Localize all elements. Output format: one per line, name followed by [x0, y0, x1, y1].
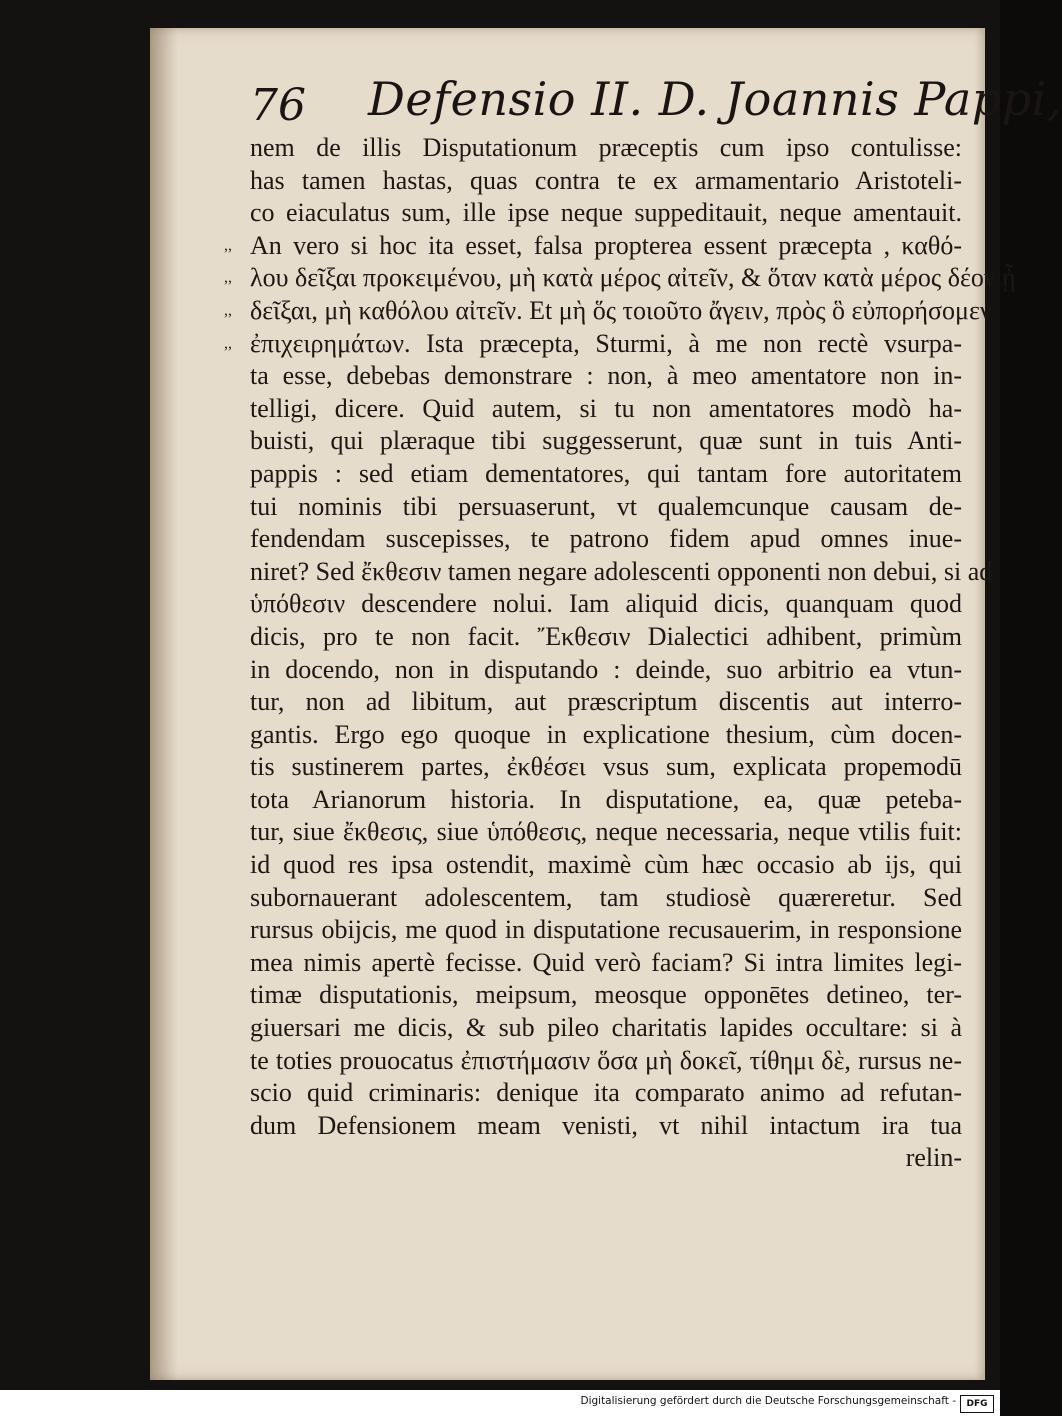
line-text: nem de illis Disputationum præceptis cum ipso contulisse:: [250, 133, 962, 162]
line-text: dicis, pro te non facit. Ἔκθεσιν Dialectici adhibent, primùm: [250, 621, 962, 651]
line-text: subornauerant adolescentem, tam studiosè quæreretur. Sed: [250, 882, 962, 912]
dfg-logo: DFG: [960, 1395, 994, 1413]
line-text: in docendo, non in disputando : deinde, suo arbitrio ea vtun-: [250, 654, 962, 684]
body-text: [224, 132, 1016, 1175]
line-text: ἐπιχειρημάτων. Ista præcepta, Sturmi, à me non rectè vsurpa-: [250, 328, 962, 358]
line-text: λου δεῖξαι προκειμένου, μὴ κατὰ μέρος αἰτεῖν, & ὅταν κατὰ μέρος δέον ᾖ: [250, 263, 1016, 293]
line-text: telligi, dicere. Quid autem, si tu non amentatores modò ha-: [250, 393, 962, 423]
text-line: [250, 393, 962, 426]
text-line: [250, 1045, 962, 1078]
line-text: co eiaculatus sum, ille ipse neque suppeditauit, neque amentauit.: [250, 198, 962, 228]
text-line: [250, 784, 962, 817]
text-line: [250, 654, 962, 687]
book-page: [150, 28, 1062, 1380]
line-text: relin-: [905, 1143, 962, 1173]
line-text: tur, siue ἔκθεσις, siue ὑπόθεσις, neque necessaria, neque vtilis fuit:: [250, 817, 962, 847]
text-line: [250, 523, 962, 556]
line-text: δεῖξαι, μὴ καθόλου αἰτεῖν. Et μὴ ὅς τοιοῦτο ἄγειν, πρὸς ὃ εὐπορήσομεν: [250, 295, 992, 325]
line-text: timæ disputationis, meipsum, meosque opponētes detineo, ter-: [250, 980, 962, 1010]
line-text: tota Arianorum historia. In disputatione, ea, quæ peteba-: [250, 784, 962, 814]
line-text: rursus obijcis, me quod in disputatione recusauerim, in responsione: [250, 915, 962, 945]
line-text: niret? Sed ἔκθεσιν tamen negare adolescenti opponenti non debui, si ad: [250, 556, 993, 586]
text-line: [250, 751, 962, 784]
line-text: has tamen hastas, quas contra te ex armamentario Aristoteli-: [250, 165, 962, 195]
text-line: [250, 621, 962, 654]
text-line: [224, 328, 962, 361]
quotation-marker: ,,: [224, 236, 232, 254]
text-line: [250, 1110, 962, 1143]
text-line: [224, 230, 962, 263]
text-line: [250, 979, 962, 1012]
text-line: [250, 882, 962, 915]
line-text: tui nominis tibi persuaserunt, vt qualemcunque causam de-: [250, 491, 962, 521]
quotation-marker: ,,: [224, 301, 232, 319]
text-line: [224, 262, 1016, 295]
text-line: [250, 588, 962, 621]
line-text: ta esse, debebas demonstrare : non, à meo amentatore non in-: [250, 361, 962, 391]
footer-bar: [0, 1390, 1000, 1416]
line-text: fendendam suscepisses, te patrono fidem apud omnes inue-: [250, 524, 962, 554]
text-line: [250, 360, 962, 393]
line-text: ὑπόθεσιν descendere nolui. Iam aliquid dicis, quanquam quod: [250, 589, 962, 619]
text-line: [250, 686, 962, 719]
page-number: 76: [250, 80, 306, 131]
text-line: [250, 816, 962, 849]
line-text: pappis : sed etiam dementatores, qui tantam fore autoritatem: [250, 458, 962, 488]
quotation-marker: ,,: [224, 269, 232, 287]
line-text: dum Defensionem meam venisti, vt nihil intactum ira tua: [250, 1110, 962, 1140]
line-text: gantis. Ergo ego quoque in explicatione thesium, cùm docen-: [250, 719, 962, 749]
text-line: [250, 556, 993, 589]
text-line: [250, 425, 962, 458]
text-line: [250, 132, 962, 165]
running-title: Defensio II. D. Joannis Pappi,: [368, 72, 1062, 126]
gutter-shadow: [150, 28, 178, 1380]
text-line: [250, 1077, 962, 1110]
line-text: mea nimis apertè fecisse. Quid verò faciam? Si intra limites legi-: [250, 947, 962, 977]
line-text: scio quid criminaris: denique ita comparato animo ad refutan-: [250, 1078, 962, 1108]
text-line: [250, 1142, 962, 1175]
line-text: giuersari me dicis, & sub pileo charitatis lapides occultare: si à: [250, 1013, 962, 1043]
line-text: te toties prouocatus ἐπιστήμασιν ὅσα μὴ δοκεῖ, τίθημι δὲ, rursus ne-: [250, 1045, 962, 1075]
text-line: [250, 947, 962, 980]
text-line: [250, 1012, 962, 1045]
line-text: tis sustinerem partes, ἐκθέσει vsus sum, explicata propemodū: [250, 752, 962, 782]
text-line: [250, 491, 962, 524]
text-line: [250, 197, 962, 230]
text-line: [250, 719, 962, 752]
text-line: [250, 914, 962, 947]
text-line: [250, 458, 962, 491]
line-text: buisti, qui plæraque tibi suggesserunt, quæ sunt in tuis Anti-: [250, 426, 962, 456]
quotation-marker: ,,: [224, 334, 232, 352]
line-text: id quod res ipsa ostendit, maximè cùm hæc occasio ab ijs, qui: [250, 850, 962, 880]
footer-credit: Digitalisierung gefördert durch die Deutsche Forschungsgemeinschaft -: [580, 1395, 956, 1407]
line-text: An vero si hoc ita esset, falsa propterea essent præcepta , καθό-: [250, 230, 962, 260]
text-line: [250, 165, 962, 198]
text-line: [250, 849, 962, 882]
text-line: [224, 295, 992, 328]
line-text: tur, non ad libitum, aut præscriptum discentis aut interro-: [250, 687, 962, 717]
